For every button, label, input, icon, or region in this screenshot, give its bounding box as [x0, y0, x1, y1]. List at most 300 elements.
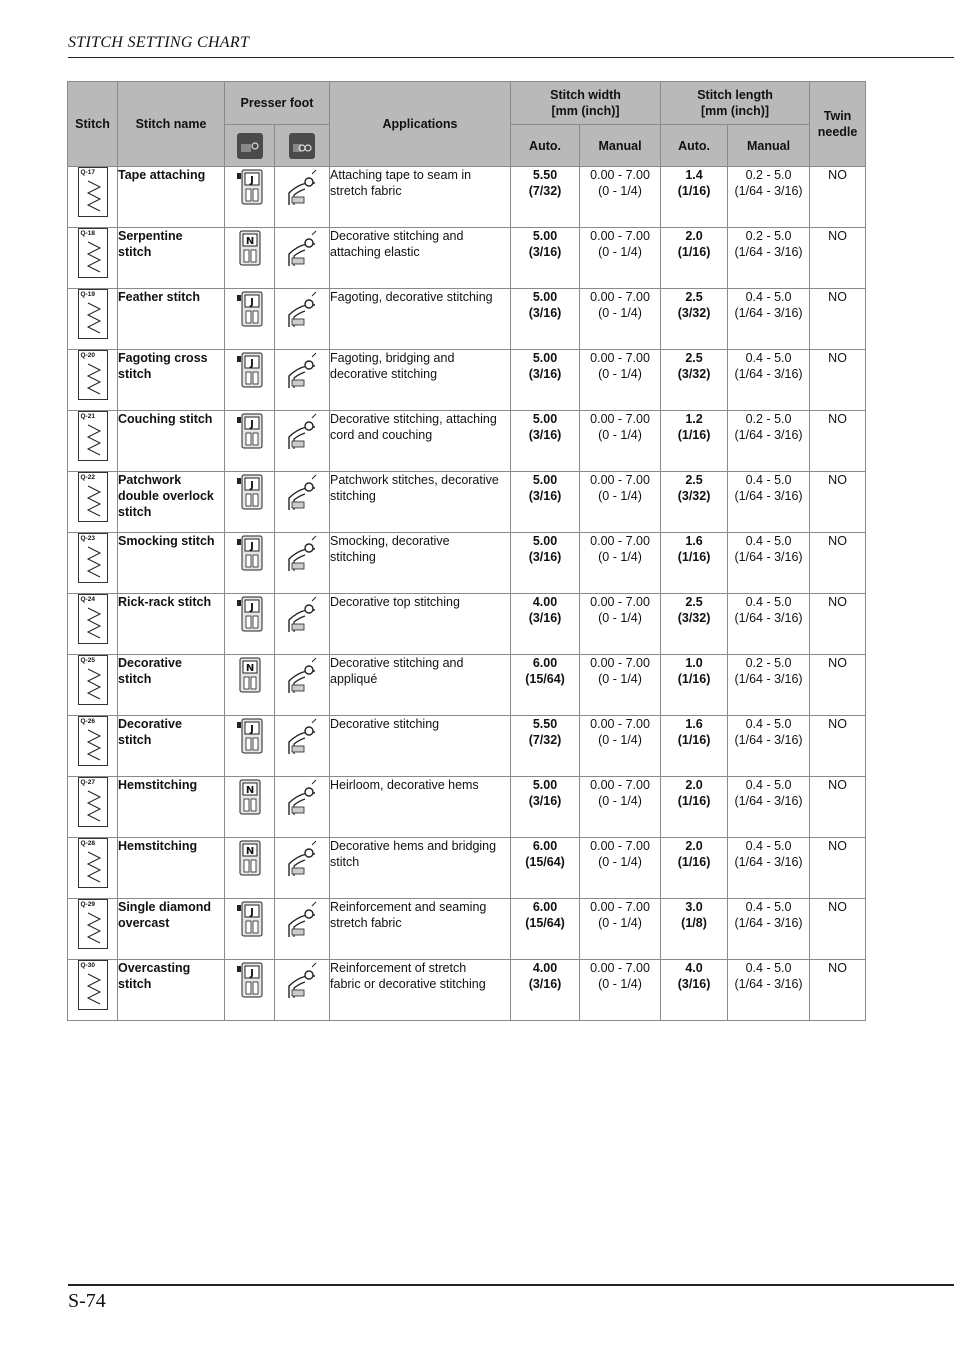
header-twin-needle: [810, 82, 866, 167]
twin-needle-cell: NO: [810, 655, 866, 716]
wm-line: 0.00 - 7.00: [590, 412, 650, 426]
twin-needle-cell: NO: [810, 899, 866, 960]
applications-cell: [330, 655, 511, 716]
length-auto-cell: [661, 838, 728, 899]
name-line: Decorative: [118, 656, 182, 670]
stitch-cell: [68, 960, 118, 1021]
presser-foot-lever-icon: [285, 745, 319, 759]
stitch-name: [118, 167, 225, 228]
name-line: stitch: [118, 505, 152, 519]
header-stitch-length-title: Stitch length: [697, 88, 773, 102]
presser-foot-j-icon: [235, 175, 265, 210]
wm-line: 0.00 - 7.00: [590, 717, 650, 731]
presser-foot-j-icon: [235, 358, 265, 393]
la-line: 2.5: [685, 351, 703, 365]
name-line: Serpentine: [118, 229, 183, 243]
applications-cell: [330, 350, 511, 411]
stitch-code: Q-22: [80, 474, 95, 481]
wa-line: 5.00: [532, 778, 558, 792]
wa-line: 6.00: [532, 839, 558, 853]
lm-line: (1/64 - 3/16): [734, 428, 803, 442]
stitch-cell: [68, 167, 118, 228]
foot-pressure-cell: [275, 167, 330, 228]
lm-line: 0.2 - 5.0: [745, 229, 792, 243]
length-auto-cell: [661, 472, 728, 533]
stitch-pattern-icon: [78, 350, 108, 400]
stitch-pattern-icon: [78, 899, 108, 949]
wa-line: 5.00: [532, 229, 558, 243]
wa-line: 5.00: [532, 351, 558, 365]
width-manual-cell: [580, 838, 661, 899]
wa-line: (3/16): [528, 306, 562, 320]
la-line: (1/16): [677, 794, 711, 808]
width-auto-cell: [511, 167, 580, 228]
lm-line: (1/64 - 3/16): [734, 611, 803, 625]
applications-cell: [330, 228, 511, 289]
stitch-name: [118, 716, 225, 777]
presser-foot-lever-icon: [285, 806, 319, 820]
stitch-pattern-icon: [78, 228, 108, 278]
lm-line: 0.4 - 5.0: [745, 717, 792, 731]
la-line: 2.5: [685, 290, 703, 304]
width-manual-cell: [580, 960, 661, 1021]
la-line: 2.0: [685, 229, 703, 243]
width-auto-cell: [511, 533, 580, 594]
foot-pressure-cell: [275, 289, 330, 350]
width-auto-cell: [511, 350, 580, 411]
width-manual-cell: [580, 716, 661, 777]
wa-line: (15/64): [525, 855, 565, 869]
header-twin-line1: Twin: [823, 109, 852, 123]
presser-foot-cell: [225, 167, 275, 228]
width-manual-cell: [580, 228, 661, 289]
table-row: [68, 594, 866, 655]
presser-foot-j-icon: [235, 968, 265, 1003]
length-manual-cell: [728, 411, 810, 472]
app-line: appliqué: [330, 672, 378, 686]
wm-line: (0 - 1/4): [598, 733, 642, 747]
width-manual-cell: [580, 472, 661, 533]
twin-needle-cell: NO: [810, 594, 866, 655]
wa-line: 4.00: [532, 595, 558, 609]
app-line: Heirloom, decorative hems: [330, 778, 479, 792]
svg-text:J: J: [249, 602, 254, 613]
applications-cell: [330, 594, 511, 655]
presser-foot-icon: [237, 133, 263, 159]
app-line: Decorative top stitching: [330, 595, 460, 609]
presser-foot-j-icon: [235, 602, 265, 637]
length-auto-cell: [661, 289, 728, 350]
wa-line: 4.00: [532, 961, 558, 975]
lm-line: 0.4 - 5.0: [745, 290, 792, 304]
length-auto-cell: [661, 716, 728, 777]
stitch-code: Q-24: [80, 596, 95, 603]
wa-line: (3/16): [528, 977, 562, 991]
wm-line: 0.00 - 7.00: [590, 351, 650, 365]
wm-line: (0 - 1/4): [598, 306, 642, 320]
svg-text:J: J: [249, 297, 254, 308]
stitch-code: Q-29: [80, 901, 95, 908]
la-line: (1/16): [677, 245, 711, 259]
stitch-cell: [68, 716, 118, 777]
app-line: Smocking, decorative: [330, 534, 450, 548]
stitch-setting-table: [67, 81, 866, 1021]
lm-line: (1/64 - 3/16): [734, 306, 803, 320]
width-auto-cell: [511, 228, 580, 289]
presser-foot-j-icon: [235, 541, 265, 576]
lm-line: 0.2 - 5.0: [745, 168, 792, 182]
wa-line: (7/32): [528, 184, 562, 198]
presser-foot-lever-icon: [285, 562, 319, 576]
header-presser-foot: Presser foot: [225, 82, 330, 125]
presser-foot-lever-icon: [285, 684, 319, 698]
lm-line: (1/64 - 3/16): [734, 733, 803, 747]
presser-foot-cell: [225, 899, 275, 960]
applications-cell: [330, 777, 511, 838]
app-line: Patchwork stitches, decorative: [330, 473, 499, 487]
twin-needle-cell: NO: [810, 472, 866, 533]
app-line: Attaching tape to seam in: [330, 168, 472, 182]
app-line: Decorative hems and bridging: [330, 839, 497, 853]
name-line: Patchwork: [118, 473, 182, 487]
app-line: Decorative stitching: [330, 717, 440, 731]
twin-needle-cell: NO: [810, 838, 866, 899]
table-row: [68, 533, 866, 594]
stitch-name: [118, 960, 225, 1021]
length-manual-cell: [728, 655, 810, 716]
stitch-name: [118, 594, 225, 655]
foot-pressure-cell: [275, 655, 330, 716]
width-auto-cell: [511, 411, 580, 472]
twin-needle-cell: NO: [810, 411, 866, 472]
wm-line: 0.00 - 7.00: [590, 900, 650, 914]
lm-line: 0.4 - 5.0: [745, 961, 792, 975]
stitch-pattern-icon: [78, 472, 108, 522]
svg-text:J: J: [249, 907, 254, 918]
foot-pressure-cell: [275, 899, 330, 960]
table-row: [68, 411, 866, 472]
header-twin-line2: needle: [817, 125, 858, 139]
lm-line: 0.4 - 5.0: [745, 900, 792, 914]
header-stitch-length-unit: [mm (inch)]: [701, 104, 770, 118]
twin-needle-cell: NO: [810, 167, 866, 228]
stitch-name: [118, 472, 225, 533]
presser-foot-n-icon: [235, 236, 265, 271]
table-row: [68, 228, 866, 289]
svg-text:J: J: [249, 968, 254, 979]
wm-line: (0 - 1/4): [598, 550, 642, 564]
name-line: Hemstitching: [118, 839, 198, 853]
applications-cell: [330, 411, 511, 472]
svg-text:J: J: [249, 175, 254, 186]
stitch-pattern-icon: [78, 838, 108, 888]
app-line: Decorative stitching and: [330, 229, 464, 243]
length-auto-cell: [661, 899, 728, 960]
app-line: Reinforcement and seaming: [330, 900, 487, 914]
la-line: (1/16): [677, 428, 711, 442]
stitch-name: [118, 228, 225, 289]
width-manual-cell: [580, 289, 661, 350]
table-row: [68, 289, 866, 350]
width-manual-cell: [580, 167, 661, 228]
length-manual-cell: [728, 472, 810, 533]
stitch-code: Q-30: [80, 962, 95, 969]
width-auto-cell: [511, 777, 580, 838]
presser-foot-lever-icon: [285, 501, 319, 515]
app-line: Fagoting, bridging and: [330, 351, 455, 365]
stitch-cell: [68, 533, 118, 594]
foot-pressure-cell: [275, 594, 330, 655]
stitch-pattern-icon: [78, 411, 108, 461]
presser-foot-n-icon: [235, 846, 265, 881]
footer-rule: [68, 1284, 954, 1286]
wm-line: 0.00 - 7.00: [590, 229, 650, 243]
presser-foot-j-icon: [235, 419, 265, 454]
app-line: Fagoting, decorative stitching: [330, 290, 493, 304]
wm-line: (0 - 1/4): [598, 611, 642, 625]
stitch-pattern-icon: [78, 960, 108, 1010]
header-stitch-width-title: Stitch width: [550, 88, 621, 102]
stitch-name: [118, 411, 225, 472]
width-manual-cell: [580, 655, 661, 716]
presser-foot-cell: [225, 960, 275, 1021]
width-auto-cell: [511, 838, 580, 899]
header-stitch-width-unit: [mm (inch)]: [551, 104, 620, 118]
name-line: stitch: [118, 672, 152, 686]
app-line: decorative stitching: [330, 367, 438, 381]
stitch-name: [118, 838, 225, 899]
wm-line: 0.00 - 7.00: [590, 778, 650, 792]
svg-text:J: J: [249, 541, 254, 552]
app-line: Decorative stitching and: [330, 656, 464, 670]
wa-line: 5.00: [532, 473, 558, 487]
header-rule: [68, 57, 954, 58]
name-line: Feather stitch: [118, 290, 200, 304]
lm-line: (1/64 - 3/16): [734, 245, 803, 259]
lm-line: (1/64 - 3/16): [734, 184, 803, 198]
la-line: 1.4: [685, 168, 703, 182]
app-line: cord and couching: [330, 428, 433, 442]
la-line: 2.0: [685, 778, 703, 792]
applications-cell: [330, 167, 511, 228]
wm-line: (0 - 1/4): [598, 794, 642, 808]
length-manual-cell: [728, 228, 810, 289]
stitch-code: Q-18: [80, 230, 95, 237]
stitch-pattern-icon: [78, 167, 108, 217]
lm-line: (1/64 - 3/16): [734, 367, 803, 381]
presser-foot-lever-icon: [285, 989, 319, 1003]
length-manual-cell: [728, 716, 810, 777]
la-line: 1.6: [685, 534, 703, 548]
wa-line: (3/16): [528, 550, 562, 564]
header-width-auto: Auto.: [511, 125, 580, 167]
name-line: Rick-rack stitch: [118, 595, 212, 609]
lm-line: 0.2 - 5.0: [745, 412, 792, 426]
stitch-cell: [68, 411, 118, 472]
svg-text:J: J: [249, 724, 254, 735]
la-line: (3/16): [677, 977, 711, 991]
wm-line: 0.00 - 7.00: [590, 473, 650, 487]
lm-line: (1/64 - 3/16): [734, 672, 803, 686]
lm-line: 0.4 - 5.0: [745, 473, 792, 487]
la-line: 2.5: [685, 473, 703, 487]
wm-line: 0.00 - 7.00: [590, 290, 650, 304]
stitch-pattern-icon: [78, 777, 108, 827]
lm-line: (1/64 - 3/16): [734, 489, 803, 503]
header-width-manual: Manual: [580, 125, 661, 167]
name-line: Fagoting cross: [118, 351, 208, 365]
stitch-cell: [68, 289, 118, 350]
applications-cell: [330, 899, 511, 960]
app-line: Decorative stitching, attaching: [330, 412, 497, 426]
foot-pressure-cell: [275, 716, 330, 777]
stitch-name: [118, 655, 225, 716]
svg-text:J: J: [249, 358, 254, 369]
presser-foot-cell: [225, 777, 275, 838]
stitch-name: [118, 289, 225, 350]
name-line: Single diamond: [118, 900, 212, 914]
stitch-code: Q-28: [80, 840, 95, 847]
width-auto-cell: [511, 472, 580, 533]
la-line: (1/8): [681, 916, 707, 930]
la-line: (1/16): [677, 855, 711, 869]
length-manual-cell: [728, 533, 810, 594]
width-auto-cell: [511, 960, 580, 1021]
app-line: Reinforcement of stretch: [330, 961, 467, 975]
twin-needle-cell: NO: [810, 777, 866, 838]
width-manual-cell: [580, 899, 661, 960]
foot-pressure-cell: [275, 777, 330, 838]
presser-foot-lever-icon: [285, 196, 319, 210]
lm-line: 0.4 - 5.0: [745, 351, 792, 365]
foot-pressure-cell: [275, 838, 330, 899]
wa-line: (3/16): [528, 428, 562, 442]
la-line: 1.6: [685, 717, 703, 731]
svg-text:N: N: [245, 236, 254, 247]
la-line: (3/32): [677, 367, 711, 381]
stitch-cell: [68, 472, 118, 533]
twin-needle-cell: NO: [810, 716, 866, 777]
presser-foot-j-icon: [235, 297, 265, 332]
presser-foot-pressure-icon: [289, 133, 315, 159]
table-row: [68, 472, 866, 533]
wa-line: 5.00: [532, 534, 558, 548]
presser-foot-cell: [225, 289, 275, 350]
width-auto-cell: [511, 594, 580, 655]
name-line: double overlock: [118, 489, 214, 503]
stitch-name: [118, 899, 225, 960]
length-auto-cell: [661, 655, 728, 716]
lm-line: 0.4 - 5.0: [745, 778, 792, 792]
table-row: [68, 167, 866, 228]
applications-cell: [330, 716, 511, 777]
stitch-name: [118, 777, 225, 838]
presser-foot-cell: [225, 411, 275, 472]
twin-needle-cell: NO: [810, 228, 866, 289]
app-line: stitching: [330, 550, 376, 564]
wa-line: (7/32): [528, 733, 562, 747]
length-manual-cell: [728, 289, 810, 350]
table-row: [68, 655, 866, 716]
foot-pressure-cell: [275, 411, 330, 472]
header-foot-icon-2: [275, 125, 330, 167]
presser-foot-cell: [225, 838, 275, 899]
wa-line: (3/16): [528, 611, 562, 625]
svg-text:J: J: [249, 419, 254, 430]
stitch-cell: [68, 655, 118, 716]
page-header: STITCH SETTING CHART: [68, 34, 250, 51]
stitch-cell: [68, 899, 118, 960]
header-stitch-length: [661, 82, 810, 125]
wm-line: (0 - 1/4): [598, 672, 642, 686]
stitch-cell: [68, 777, 118, 838]
la-line: 3.0: [685, 900, 703, 914]
name-line: Decorative: [118, 717, 182, 731]
wa-line: 5.00: [532, 412, 558, 426]
length-manual-cell: [728, 350, 810, 411]
app-line: attaching elastic: [330, 245, 420, 259]
foot-pressure-cell: [275, 960, 330, 1021]
lm-line: 0.2 - 5.0: [745, 656, 792, 670]
width-manual-cell: [580, 594, 661, 655]
stitch-code: Q-27: [80, 779, 95, 786]
la-line: (3/32): [677, 306, 711, 320]
length-auto-cell: [661, 228, 728, 289]
wm-line: (0 - 1/4): [598, 855, 642, 869]
width-auto-cell: [511, 716, 580, 777]
foot-pressure-cell: [275, 533, 330, 594]
stitch-pattern-icon: [78, 594, 108, 644]
stitch-name: [118, 533, 225, 594]
presser-foot-cell: [225, 594, 275, 655]
length-auto-cell: [661, 594, 728, 655]
presser-foot-lever-icon: [285, 623, 319, 637]
presser-foot-j-icon: [235, 724, 265, 759]
wm-line: (0 - 1/4): [598, 367, 642, 381]
lm-line: (1/64 - 3/16): [734, 550, 803, 564]
wm-line: 0.00 - 7.00: [590, 961, 650, 975]
length-auto-cell: [661, 777, 728, 838]
foot-pressure-cell: [275, 228, 330, 289]
la-line: (1/16): [677, 184, 711, 198]
name-line: stitch: [118, 977, 152, 991]
wa-line: (3/16): [528, 794, 562, 808]
name-line: Hemstitching: [118, 778, 198, 792]
presser-foot-cell: [225, 533, 275, 594]
header-length-auto: Auto.: [661, 125, 728, 167]
presser-foot-lever-icon: [285, 440, 319, 454]
header-stitch: Stitch: [68, 82, 118, 167]
width-manual-cell: [580, 777, 661, 838]
lm-line: (1/64 - 3/16): [734, 977, 803, 991]
width-auto-cell: [511, 899, 580, 960]
stitch-cell: [68, 594, 118, 655]
stitch-pattern-icon: [78, 533, 108, 583]
la-line: (1/16): [677, 672, 711, 686]
stitch-code: Q-25: [80, 657, 95, 664]
presser-foot-cell: [225, 228, 275, 289]
name-line: Overcasting: [118, 961, 191, 975]
width-manual-cell: [580, 411, 661, 472]
name-line: Couching stitch: [118, 412, 213, 426]
lm-line: 0.4 - 5.0: [745, 595, 792, 609]
lm-line: (1/64 - 3/16): [734, 855, 803, 869]
table-row: [68, 716, 866, 777]
wm-line: (0 - 1/4): [598, 428, 642, 442]
table-row: [68, 960, 866, 1021]
stitch-code: Q-19: [80, 291, 95, 298]
header-applications: Applications: [330, 82, 511, 167]
